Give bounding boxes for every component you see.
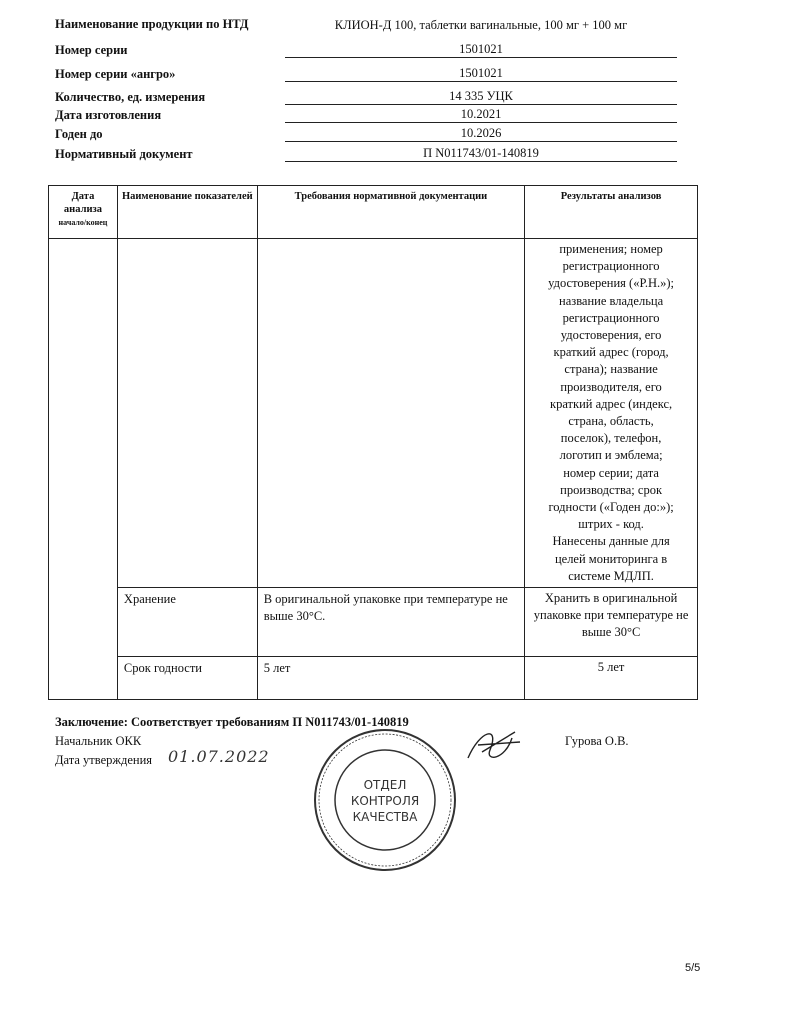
svg-text:ОТДЕЛ: ОТДЕЛ [363,778,407,792]
col-date-subheader: начало/конец [58,218,108,227]
continued-line: производства; срок [560,482,663,497]
col-date-header: Дата анализа начало/конец [49,186,118,239]
value-series: 1501021 [285,41,677,58]
svg-text:КОНТРОЛЯ: КОНТРОЛЯ [350,794,420,808]
table-row [49,657,698,700]
value-series-angro: 1501021 [285,65,677,82]
approval-date: 01.07.2022 [168,747,270,766]
continued-line: регистрационного [562,310,660,325]
col-name-header: Наименование показателей [117,186,257,239]
head-title: Начальник ОКК [55,734,142,748]
continued-line: поселок), телефон, [560,431,662,446]
continued-line: страна); название [564,362,658,377]
col-req-header: Требования нормативной документации [257,186,524,239]
conclusion: Заключение: Соответствует требованиям П N011743/01-140819 [55,715,409,729]
result-cell: Хранить в оригинальной упаковке при температуре не выше 30°С [525,588,698,657]
label-normative-doc: Нормативный документ [55,147,193,161]
svg-text:КАЧЕСТВА: КАЧЕСТВА [352,810,418,824]
signatory-name: Гурова О.В. [565,734,629,748]
label-series-angro: Номер серии «ангро» [55,67,176,81]
col-result-header: Результаты анализов [525,186,698,239]
value-quantity: 14 335 УЦК [285,88,677,105]
stamp-seal [310,725,460,875]
continued-line: страна, область, [568,414,654,429]
label-series: Номер серии [55,43,128,57]
continued-line: краткий адрес (город, [553,345,669,360]
continued-line: целей мониторинга в [554,551,668,566]
req-cell: В оригинальной упаковке при температуре не выше 30°С. [257,588,524,657]
label-expiry: Годен до [55,127,103,141]
continued-line: название владельца [559,293,664,308]
table-row [49,239,698,588]
analysis-table [48,185,698,700]
label-manufacture-date: Дата изготовления [55,108,162,122]
date-cell [49,239,118,700]
continued-line: годности («Годен до:»); [548,500,674,515]
continued-line: номер серии; дата [563,465,659,480]
continued-line: системе МДЛП. [568,568,654,583]
continued-text [531,241,691,585]
signature-mark [460,720,530,770]
name-cell [117,239,257,588]
continued-line: штрих - код. [578,517,644,532]
continued-line: удостоверения («Р.Н.»); [548,276,675,291]
name-cell: Хранение [117,588,257,657]
value-manufacture-date: 10.2021 [285,106,677,123]
page-number: 5/5 [685,962,701,974]
value-product: КЛИОН-Д 100, таблетки вагинальные, 100 мг + 100 мг [334,18,628,32]
continued-line: логотип и эмблема; [559,448,663,463]
result-cell-continued [525,239,698,588]
continued-line: краткий адрес (индекс, [550,396,673,411]
continued-line: удостоверения, его [560,328,662,343]
label-quantity: Количество, ед. измерения [55,90,206,104]
req-cell: 5 лет [257,657,524,700]
approval-label: Дата утверждения [55,753,153,767]
value-expiry: 10.2026 [285,125,677,142]
table-row [49,588,698,657]
label-product: Наименование продукции по НТД [55,17,249,31]
continued-line: применения; номер [559,242,663,256]
value-normative-doc: П N011743/01-140819 [285,145,677,162]
continued-line: регистрационного [562,259,660,274]
continued-line: Нанесены данные для [552,534,670,549]
result-cell: 5 лет [525,657,698,700]
name-cell: Срок годности [117,657,257,700]
req-cell [257,239,524,588]
continued-line: производителя, его [560,379,662,394]
table-header-row [49,186,698,239]
